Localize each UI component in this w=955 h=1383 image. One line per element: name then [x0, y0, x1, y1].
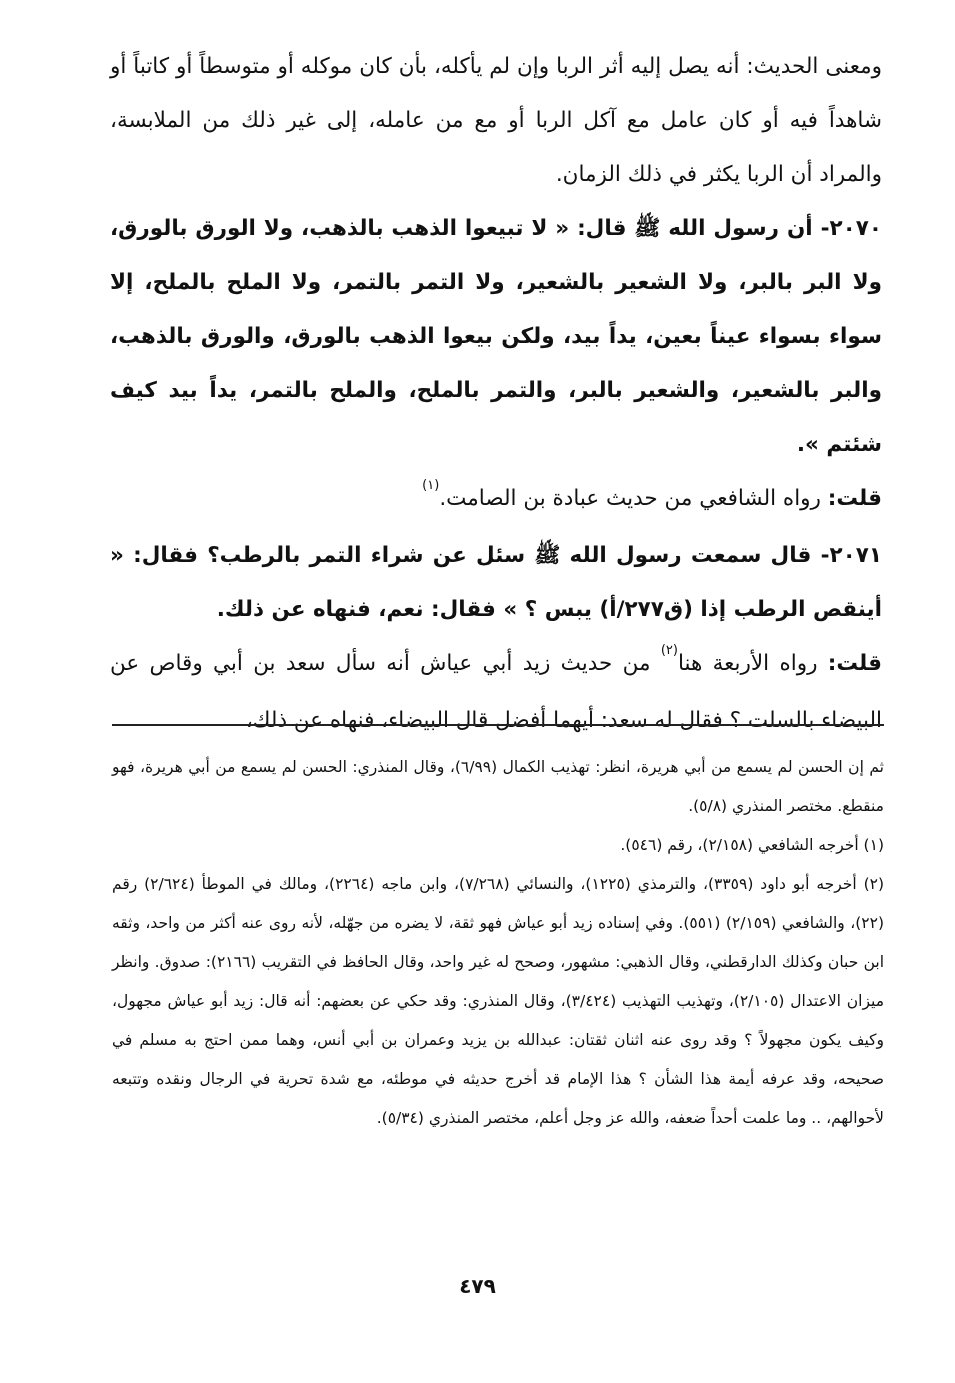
- page-number: ٤٧٩: [459, 1274, 496, 1298]
- comment-text-b: من حديث زيد أبي عياش أنه سأل سعد بن أبي وقاص عن البيضاء بالسلت ؟ فقال له سعد: أيهما أفضل قال البيضاء، فنهاه عن ذلك،: [110, 651, 882, 733]
- hadith-2070: ٢٠٧٠- أن رسول الله ﷺ قال: « لا تبيعوا الذهب بالذهب، ولا الورق بالورق، ولا البر بالبر، ولا الشعير بالشعير، ولا التمر بالتمر، ولا الملح بالملح، إلا سواء بسواء عيناً بعين، يداً بيد، ولكن بيعوا الذهب بالورق، والورق بالذهب، والبر بالشعير، والشعير بالبر، والتمر بالملح، والملح بالتمر، يداً بيد كيف شئتم ».: [110, 216, 882, 457]
- qult-label: قلت:: [827, 651, 882, 676]
- footnotes: [112, 748, 884, 1138]
- footnote-ref-1: (١): [422, 478, 440, 493]
- footnote-continuation: ثم إن الحسن لم يسمع من أبي هريرة، انظر: تهذيب الكمال (٦/٩٩)، وقال المنذري: الحسن لم يسمع من أبي هريرة، فهو منقطع. مختصر المنذري (٥/٨).: [112, 758, 884, 815]
- explanation-paragraph: ومعنى الحديث: أنه يصل إليه أثر الربا وإن لم يأكله، بأن كان موكله أو متوسطاً أو كاتباً أو شاهداً فيه أو كان عامل مع آكل الربا أو مع من عامله، إلى غير ذلك من الملابسة، والمراد أن الربا يكثر في ذلك الزمان.: [110, 54, 882, 187]
- qult-label: قلت:: [827, 486, 882, 511]
- comment-2071: [110, 637, 882, 748]
- hadith-2071: ٢٠٧١- قال سمعت رسول الله ﷺ سئل عن شراء التمر بالرطب؟ فقال: « أينقص الرطب إذا (ق٢٧٧/أ) يبس ؟ » فقال: نعم، فنهاه عن ذلك.: [110, 543, 882, 622]
- comment-text-a: رواه الأربعة هنا: [677, 651, 818, 676]
- main-text: [110, 40, 882, 748]
- comment-2070: [110, 472, 882, 529]
- footnote-2: (٢) أخرجه أبو داود (٣٣٥٩)، والترمذي (١٢٢٥)، والنسائي (٧/٢٦٨)، وابن ماجه (٢٢٦٤)، ومالك في الموطأ (٢/٦٢٤) رقم (٢٢)، والشافعي (٢/١٥٩) (٥٥١). وفي إسناده زيد أبو عياش فهو ثقة، لا يضره من جهّله، لأنه روى عنه أكثر من واحد، وثقه ابن حبان وكذلك الدارقطني، وقال الذهبي: مشهور، وصحح له غير واحد، وقال الحافظ في التقريب (٢١٦٦): صدوق. وانظر ميزان الاعتدال (٢/١٠٥)، وتهذيب التهذيب (٣/٤٢٤)، وقال المنذري: وقد حكي عن بعضهم: أنه قال: زيد أبو عياش مجهول، وكيف يكون مجهولاً ؟ وقد روى عنه اثنان ثقتان: عبدالله بن يزيد وعمران بن أبي أنس، وهما ممن احتج به مسلم في صحيحه، وقد عرفه أيمة هذا الشأن ؟ هذا الإمام قد أخرج حديثه في موطئه، مع شدة تحرية في الرجال ونقده وتتبعه لأحوالهم، .. وما علمت أحداً ضعفه، والله عز وجل أعلم، مختصر المنذري (٥/٣٤).: [112, 875, 885, 1127]
- footnote-divider: [112, 724, 884, 726]
- comment-text: رواه الشافعي من حديث عبادة بن الصامت.: [439, 486, 821, 511]
- footnote-1: (١) أخرجه الشافعي (٢/١٥٨)، رقم (٥٤٦).: [620, 836, 884, 854]
- footnote-ref-2: (٢): [660, 643, 678, 658]
